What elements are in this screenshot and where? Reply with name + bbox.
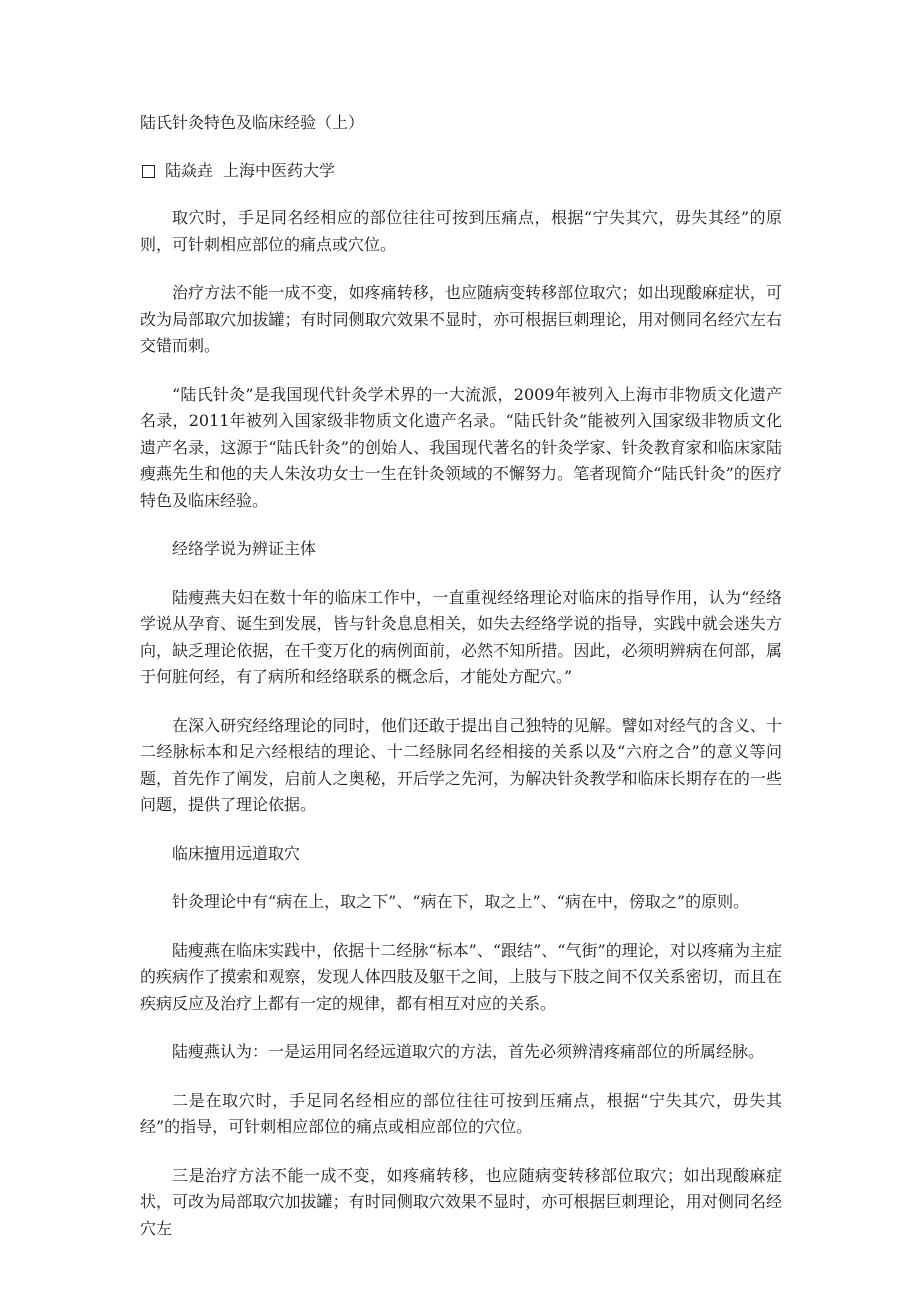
author-name: 陆焱垚 bbox=[165, 161, 214, 180]
paragraph: 二是在取穴时，手足同名经相应的部位往往可按到压痛点，根据“宁失其穴，毋失其经”的指导，可针刺相应部位的痛点或相应部位的穴位。 bbox=[140, 1090, 782, 1136]
document-title: 陆氏针灸特色及临床经验（上） bbox=[140, 113, 365, 132]
paragraph: 针灸理论中有“病在上，取之下”、“病在下，取之上”、“病在中，傍取之”的原则。 bbox=[172, 892, 750, 911]
article-body bbox=[140, 205, 782, 1242]
paragraph: 三是治疗方法不能一成不变，如疼痛转移，也应随病变转移部位取穴；如出现酸麻症状，可改为局部取穴加拔罐；有时同侧取穴效果不显时，亦可根据巨刺理论，用对侧同名经穴左 bbox=[140, 1165, 782, 1238]
checkbox-square-icon bbox=[142, 165, 155, 178]
paragraph: 在深入研究经络理论的同时，他们还敢于提出自己独特的见解。譬如对经气的含义、十二经脉标本和足六经根结的理论、十二经脉同名经相接的关系以及“六府之合”的意义等问题，首先作了阐发，启前人之奥秘，开后学之先河，为解决针灸教学和临床长期存在的一些问题，提供了理论依据。 bbox=[140, 715, 782, 814]
byline bbox=[140, 158, 782, 184]
paragraph: 陆瘦燕在临床实践中，依据十二经脉“标本”、“跟结”、“气街”的理论，对以疼痛为主症的疾病作了摸索和观察，发现人体四肢及躯干之间，上肢与下肢之间不仅关系密切，而且在疾病反应及治疗上都有一定的规律，都有相互对应的关系。 bbox=[140, 940, 782, 1013]
paragraph: 取穴时，手足同名经相应的部位往往可按到压痛点，根据“宁失其穴，毋失其经”的原则，可针刺相应部位的痛点或穴位。 bbox=[140, 208, 782, 254]
paragraph: “陆氏针灸”是我国现代针灸学术界的一大流派，2009年被列入上海市非物质文化遗产名录，2011年被列入国家级非物质文化遗产名录。“陆氏针灸”能被列入国家级非物质文化遗产名录，这源于“陆氏针灸”的创始人、我国现代著名的针灸学家、针灸教育家和临床家陆瘦燕先生和他的夫人朱汝功女士一生在针灸领域的不懈努力。笔者现简介“陆氏针灸”的医疗特色及临床经验。 bbox=[140, 384, 782, 510]
section-heading: 临床擅用远道取穴 bbox=[172, 843, 301, 863]
section-heading: 经络学说为辨证主体 bbox=[172, 539, 317, 558]
paragraph: 陆瘦燕夫妇在数十年的临床工作中，一直重视经络理论对临床的指导作用，认为“经络学说从孕育、诞生到发展，皆与针灸息息相关，如失去经络学说的指导，实践中就会迷失方向，缺乏理论依据，在千变万化的病例面前，必然不知所措。因此，必须明辨病在何部，属于何脏何经，有了病所和经络联系的概念后，才能处方配穴。” bbox=[140, 587, 782, 686]
author-affiliation: 上海中医药大学 bbox=[223, 161, 336, 180]
paragraph: 治疗方法不能一成不变，如疼痛转移，也应随病变转移部位取穴；如出现酸麻症状，可改为局部取穴加拔罐；有时同侧取穴效果不显时，亦可根据巨刺理论，用对侧同名经穴左右交错而刺。 bbox=[140, 283, 782, 355]
paragraph: 陆瘦燕认为：一是运用同名经远道取穴的方法，首先必须辨清疼痛部位的所属经脉。 bbox=[172, 1042, 765, 1061]
document-page bbox=[140, 110, 782, 1242]
